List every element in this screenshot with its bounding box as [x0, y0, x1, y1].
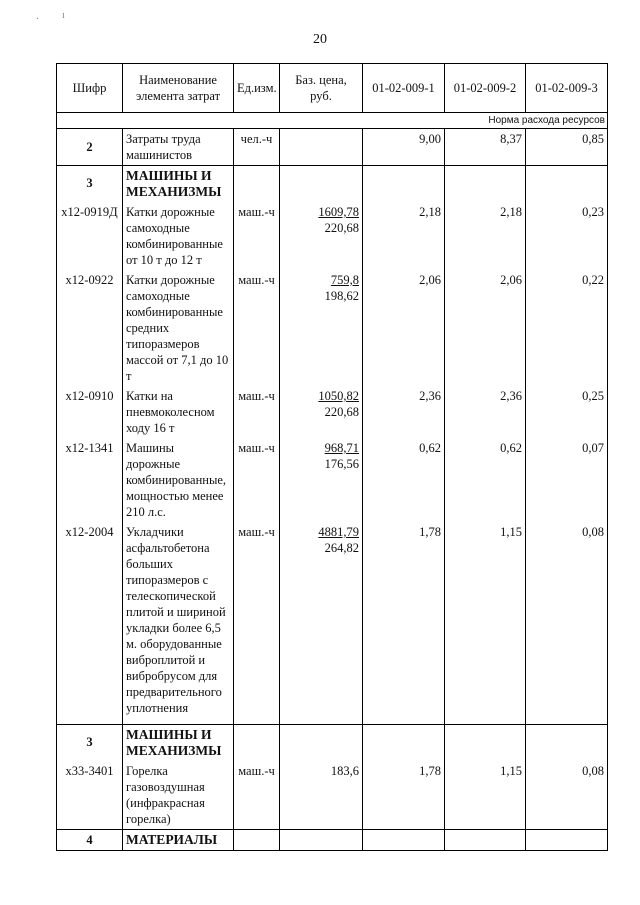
row-price	[280, 522, 363, 725]
page-number: 20	[313, 32, 327, 47]
row-name: Машины дорожные комбинированные, мощностью менее 210 л.с.	[123, 438, 234, 522]
row-value-3: 0,22	[526, 270, 608, 386]
scan-speck: ı	[62, 10, 65, 21]
row-value-1: 0,62	[363, 438, 445, 522]
row-value-1: 1,78	[363, 522, 445, 725]
row-price	[280, 386, 363, 438]
section-row-machines	[57, 166, 608, 203]
price-base: 1050,82	[318, 389, 359, 403]
row-unit: маш.-ч	[234, 386, 280, 438]
row-price	[280, 129, 363, 166]
header-col3: 01-02-009-3	[526, 64, 608, 113]
price-base: 968,71	[324, 441, 359, 455]
header-col1: 01-02-009-1	[363, 64, 445, 113]
section-title: МАТЕРИАЛЫ	[123, 830, 234, 851]
price-wage: 220,68	[324, 221, 359, 235]
row-name: Катки на пневмоколесном ходу 16 т	[123, 386, 234, 438]
section-code: 4	[57, 830, 123, 851]
table-header-row	[57, 64, 608, 113]
table-row	[57, 761, 608, 830]
section-code: 3	[57, 166, 123, 203]
row-unit: маш.-ч	[234, 522, 280, 725]
row-value-3: 0,85	[526, 129, 608, 166]
row-name: Катки дорожные самоходные комбинированные средних типоразмеров массой от 7,1 до 10 т	[123, 270, 234, 386]
row-unit: маш.-ч	[234, 438, 280, 522]
price-wage: 220,68	[324, 405, 359, 419]
row-value-3: 0,07	[526, 438, 608, 522]
row-value-2: 8,37	[445, 129, 526, 166]
row-code: х12-0910	[57, 386, 123, 438]
row-value-3: 0,08	[526, 522, 608, 725]
norm-caption-row	[57, 113, 608, 129]
row-value-2: 2,06	[445, 270, 526, 386]
section-code: 3	[57, 725, 123, 762]
row-name: Катки дорожные самоходные комбинированные от 10 т до 12 т	[123, 202, 234, 270]
header-col2: 01-02-009-2	[445, 64, 526, 113]
row-unit: маш.-ч	[234, 761, 280, 830]
price-base: 759,8	[330, 273, 359, 287]
row-value-2: 1,15	[445, 522, 526, 725]
row-value-2: 2,18	[445, 202, 526, 270]
row-code: 2	[57, 129, 123, 166]
table-row	[57, 438, 608, 522]
header-price: Баз. цена, руб.	[280, 64, 363, 113]
row-name: Горелка газовоздушная (инфракрасная горелка)	[123, 761, 234, 830]
price-wage: 198,62	[324, 289, 359, 303]
row-value-2: 2,36	[445, 386, 526, 438]
row-code: х12-2004	[57, 522, 123, 725]
table-row	[57, 270, 608, 386]
resource-norm-table	[56, 63, 608, 851]
section-title: МАШИНЫ И МЕХАНИЗМЫ	[123, 166, 234, 203]
row-value-2: 0,62	[445, 438, 526, 522]
price-base: 4881,79	[318, 525, 359, 539]
row-value-3: 0,23	[526, 202, 608, 270]
table-row	[57, 522, 608, 725]
header-unit: Ед.изм.	[234, 64, 280, 113]
row-price	[280, 438, 363, 522]
row-value-1: 2,18	[363, 202, 445, 270]
section-title: МАШИНЫ И МЕХАНИЗМЫ	[123, 725, 234, 762]
header-code: Шифр	[57, 64, 123, 113]
row-unit: маш.-ч	[234, 270, 280, 386]
section-row-machines-2	[57, 725, 608, 762]
row-code: х12-0922	[57, 270, 123, 386]
price-wage: 176,56	[324, 457, 359, 471]
row-unit: чел.-ч	[234, 129, 280, 166]
row-code: х12-0919Д	[57, 202, 123, 270]
scan-speck: ·	[36, 14, 40, 25]
price-base: 1609,78	[318, 205, 359, 219]
row-name: Затраты труда машинистов	[123, 129, 234, 166]
section-row-materials	[57, 830, 608, 851]
row-price	[280, 202, 363, 270]
row-code: х12-1341	[57, 438, 123, 522]
row-unit: маш.-ч	[234, 202, 280, 270]
row-value-3: 0,25	[526, 386, 608, 438]
row-code: х33-3401	[57, 761, 123, 830]
row-value-1: 1,78	[363, 761, 445, 830]
row-price: 183,6	[280, 761, 363, 830]
norm-caption: Норма расхода ресурсов	[57, 113, 608, 129]
row-value-1: 9,00	[363, 129, 445, 166]
row-price	[280, 270, 363, 386]
row-name: Укладчики асфальтобетона больших типоразмеров с телескопической плитой и шириной укладки более 6,5 м. оборудованные виброплитой и вибробрусом для предварительного уплотнения	[123, 522, 234, 725]
row-value-1: 2,36	[363, 386, 445, 438]
table-row	[57, 202, 608, 270]
header-name: Наименование элемента затрат	[123, 64, 234, 113]
row-value-1: 2,06	[363, 270, 445, 386]
table-row	[57, 386, 608, 438]
row-value-3: 0,08	[526, 761, 608, 830]
price-wage: 264,82	[324, 541, 359, 555]
table-row-labor	[57, 129, 608, 166]
row-value-2: 1,15	[445, 761, 526, 830]
